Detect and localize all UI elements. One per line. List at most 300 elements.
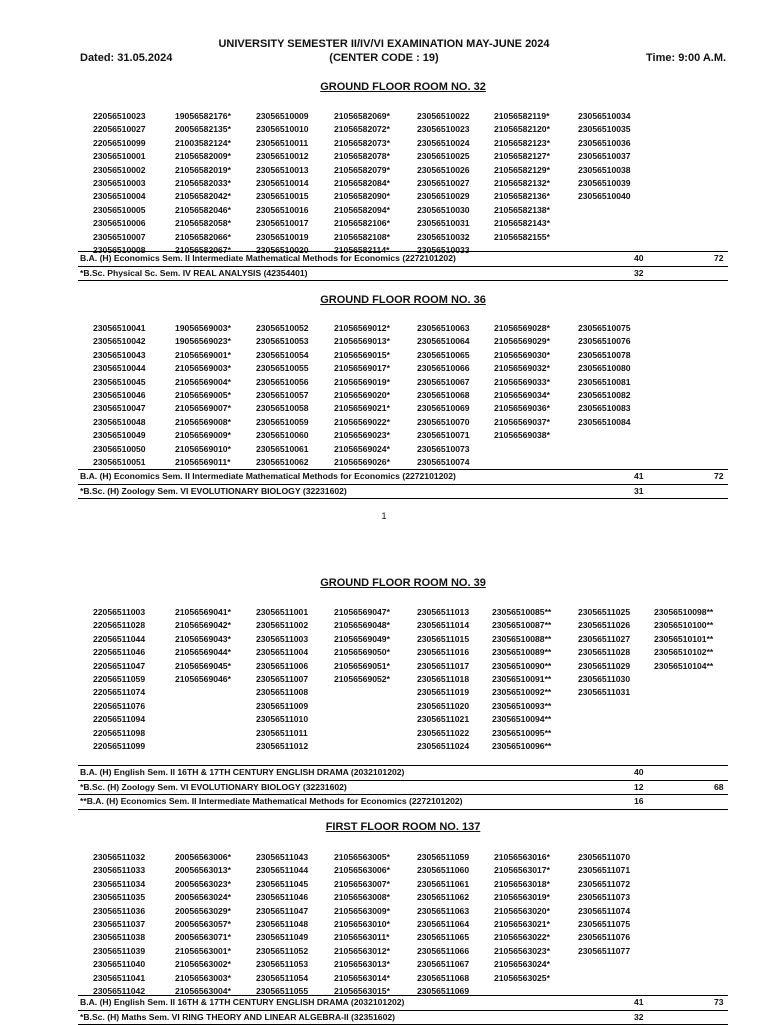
- roll-number: 23056510060: [256, 429, 309, 442]
- roll-number: 23056511011: [256, 727, 308, 740]
- roll-number: 21056563024*: [494, 958, 550, 971]
- room-title: GROUND FLOOR ROOM NO. 32: [0, 81, 768, 93]
- roll-number: 21056569048*: [334, 619, 390, 632]
- roll-number: 21056582108*: [334, 231, 390, 244]
- roll-number: 23056510040: [578, 190, 631, 203]
- roll-number: 23056511041: [93, 972, 145, 985]
- roll-number: 21056582078*: [334, 150, 390, 163]
- roll-number: 23056511018: [417, 673, 469, 686]
- roll-number: 23056510045: [93, 376, 146, 389]
- roll-number: 21056569037*: [494, 416, 550, 429]
- roll-number: 23056510020: [256, 244, 309, 257]
- roll-number: 23056511061: [417, 878, 469, 891]
- roll-number: 21056569004*: [175, 376, 231, 389]
- roll-number: 23056511015: [417, 633, 469, 646]
- roll-number: 21056569038*: [494, 429, 550, 442]
- roll-number: 21056582123*: [494, 137, 550, 150]
- roll-number: 23056510048: [93, 416, 146, 429]
- roll-number: 22056511046: [93, 646, 145, 659]
- roll-number: 23056511035: [93, 891, 145, 904]
- roll-number: 21056563016*: [494, 851, 550, 864]
- summary-row: [78, 469, 728, 484]
- roll-number: 21056563002*: [175, 958, 231, 971]
- summary-row: [78, 765, 728, 780]
- roll-number: 23056510013: [256, 164, 309, 177]
- roll-number: 22056511003: [93, 606, 145, 619]
- roll-number: 20056582135*: [175, 123, 231, 136]
- roll-number: 21056563023*: [494, 945, 550, 958]
- roll-number-column: [494, 851, 550, 985]
- roll-number: 23056510063: [417, 322, 470, 335]
- roll-number: 21056569008*: [175, 416, 231, 429]
- roll-number-column: [417, 606, 469, 753]
- room-title: GROUND FLOOR ROOM NO. 36: [0, 294, 768, 306]
- student-count: 32: [634, 267, 644, 281]
- roll-number: 21056569045*: [175, 660, 231, 673]
- roll-number: 23056510006: [93, 217, 146, 230]
- roll-number: 23056511052: [256, 945, 308, 958]
- roll-number: 20056563024*: [175, 891, 231, 904]
- roll-number: 23056511067: [417, 958, 469, 971]
- roll-number: 21056569009*: [175, 429, 231, 442]
- student-count: 16: [634, 795, 644, 809]
- room-title: GROUND FLOOR ROOM NO. 39: [0, 577, 768, 589]
- roll-number: 23056510052: [256, 322, 309, 335]
- roll-number: 23056511030: [578, 673, 630, 686]
- roll-number: 23056511029: [578, 660, 630, 673]
- roll-number: 21056569020*: [334, 389, 390, 402]
- roll-number: 23056511043: [256, 851, 308, 864]
- roll-number: 20056563057*: [175, 918, 231, 931]
- roll-number-column: [334, 606, 390, 686]
- roll-number: 19056582176*: [175, 110, 231, 123]
- roll-number-column: [256, 606, 308, 753]
- roll-number: 21056582114*: [334, 244, 390, 257]
- roll-number: 23056510070: [417, 416, 470, 429]
- roll-number: 21056582069*: [334, 110, 390, 123]
- roll-number-column: [494, 322, 550, 443]
- roll-number: 23056511048: [256, 918, 308, 931]
- roll-number: 21056563006*: [334, 864, 390, 877]
- roll-number: 22056510099: [93, 137, 146, 150]
- roll-number: 23056510057: [256, 389, 309, 402]
- roll-number: 23056510093**: [492, 700, 551, 713]
- roll-number: 21056582094*: [334, 204, 390, 217]
- roll-number-column: [494, 110, 550, 244]
- roll-number: 23056510081: [578, 376, 631, 389]
- roll-number: 23056511060: [417, 864, 469, 877]
- roll-number: 23056511001: [256, 606, 308, 619]
- roll-number: 23056510102**: [654, 646, 713, 659]
- roll-number: 20056563013*: [175, 864, 231, 877]
- roll-number: 21056582079*: [334, 164, 390, 177]
- roll-number: 21056569024*: [334, 443, 390, 456]
- roll-number: 23056511042: [93, 985, 145, 998]
- roll-number: 23056511053: [256, 958, 308, 971]
- roll-number: 21056569011*: [175, 456, 231, 469]
- room-title: FIRST FLOOR ROOM NO. 137: [0, 821, 768, 833]
- roll-number: 23056510029: [417, 190, 470, 203]
- roll-number: 23056510026: [417, 164, 470, 177]
- roll-number: 21056569052*: [334, 673, 390, 686]
- roll-number: 21056569010*: [175, 443, 231, 456]
- roll-number: 20056563029*: [175, 905, 231, 918]
- roll-number: 21056563009*: [334, 905, 390, 918]
- roll-number: 21056582143*: [494, 217, 550, 230]
- roll-number: 22056511098: [93, 727, 145, 740]
- roll-number: 23056511027: [578, 633, 630, 646]
- roll-number: 22056511044: [93, 633, 145, 646]
- roll-number: 22056511094: [93, 713, 145, 726]
- course-summary: [78, 765, 728, 810]
- roll-number: 19056569003*: [175, 322, 231, 335]
- summary-row: [78, 794, 728, 810]
- roll-number: 21056582019*: [175, 164, 231, 177]
- roll-number: 23056511071: [578, 864, 630, 877]
- roll-number: 21056563012*: [334, 945, 390, 958]
- roll-number: 23056510043: [93, 349, 146, 362]
- roll-number-column: [578, 606, 630, 700]
- roll-number: 23056511024: [417, 740, 469, 753]
- roll-number: 21056563011*: [334, 931, 390, 944]
- summary-row: [78, 251, 728, 266]
- roll-number: 23056510037: [578, 150, 631, 163]
- roll-number: 20056563071*: [175, 931, 231, 944]
- roll-number: 21056569023*: [334, 429, 390, 442]
- roll-number-column: [175, 322, 231, 469]
- roll-number: 23056510051: [93, 456, 146, 469]
- course-name: *B.Sc. (H) Zoology Sem. VI EVOLUTIONARY BIOLOGY (32231602): [80, 485, 347, 499]
- roll-number: 21056569001*: [175, 349, 231, 362]
- roll-number: 21056569046*: [175, 673, 231, 686]
- roll-number: 23056510092**: [492, 686, 551, 699]
- roll-number-column: [417, 322, 470, 469]
- roll-number: 23056511019: [417, 686, 469, 699]
- roll-number: 21056569017*: [334, 362, 390, 375]
- student-count: 41: [634, 470, 644, 484]
- roll-number: 21056569005*: [175, 389, 231, 402]
- roll-number: 23056510024: [417, 137, 470, 150]
- roll-number: 23056511031: [578, 686, 630, 699]
- roll-number: 21056563007*: [334, 878, 390, 891]
- roll-number: 21056569015*: [334, 349, 390, 362]
- roll-number: 23056510015: [256, 190, 309, 203]
- summary-row: [78, 780, 728, 795]
- roll-number: 23056510055: [256, 362, 309, 375]
- roll-number: 23056511036: [93, 905, 145, 918]
- roll-number: 21056563025*: [494, 972, 550, 985]
- roll-number: 21056569022*: [334, 416, 390, 429]
- roll-number: 23056511063: [417, 905, 469, 918]
- roll-number: 23056510011: [256, 137, 309, 150]
- summary-row: [78, 995, 728, 1010]
- roll-number: 21056569030*: [494, 349, 550, 362]
- roll-number: 23056510034: [578, 110, 631, 123]
- roll-number: 20056563023*: [175, 878, 231, 891]
- course-name: B.A. (H) English Sem. II 16TH & 17TH CENTURY ENGLISH DRAMA (2032101202): [80, 766, 404, 780]
- roll-number: 23056511012: [256, 740, 308, 753]
- roll-number: 23056510088**: [492, 633, 551, 646]
- roll-number: 20056563006*: [175, 851, 231, 864]
- student-count: 40: [634, 766, 644, 780]
- exam-title: UNIVERSITY SEMESTER II/IV/VI EXAMINATION MAY-JUNE 2024: [0, 38, 768, 50]
- roll-number-column: [93, 606, 145, 753]
- roll-number: 21056563017*: [494, 864, 550, 877]
- course-name: **B.A. (H) Economics Sem. II Intermediate Mathematical Methods for Economics (2272101202): [80, 795, 463, 809]
- roll-number: 23056511049: [256, 931, 308, 944]
- roll-number: 23056511076: [578, 931, 630, 944]
- student-count: 32: [634, 1011, 644, 1025]
- roll-number: 23056510036: [578, 137, 631, 150]
- roll-number: 23056510080: [578, 362, 631, 375]
- roll-number: 23056510014: [256, 177, 309, 190]
- roll-number: 21056582138*: [494, 204, 550, 217]
- roll-number-column: [256, 851, 308, 998]
- roll-number-column: [256, 110, 309, 257]
- summary-row: [78, 1010, 728, 1025]
- roll-number: 23056510090**: [492, 660, 551, 673]
- roll-number: 23056511025: [578, 606, 630, 619]
- roll-number: 23056511034: [93, 878, 145, 891]
- roll-number: 21056563001*: [175, 945, 231, 958]
- roll-number: 23056510010: [256, 123, 309, 136]
- roll-number: 21056569028*: [494, 322, 550, 335]
- roll-number: 21056582042*: [175, 190, 231, 203]
- roll-number: 23056510071: [417, 429, 470, 442]
- roll-number: 22056511028: [93, 619, 145, 632]
- roll-number: 23056510059: [256, 416, 309, 429]
- roll-number: 21056569032*: [494, 362, 550, 375]
- course-name: B.A. (H) Economics Sem. II Intermediate Mathematical Methods for Economics (2272101202): [80, 470, 456, 484]
- roll-number: 23056511072: [578, 878, 630, 891]
- roll-number: 23056511013: [417, 606, 469, 619]
- course-name: B.A. (H) English Sem. II 16TH & 17TH CENTURY ENGLISH DRAMA (2032101202): [80, 996, 404, 1010]
- roll-number: 23056510087**: [492, 619, 551, 632]
- roll-number: 21056569036*: [494, 402, 550, 415]
- roll-number: 21056582136*: [494, 190, 550, 203]
- roll-number: 23056511054: [256, 972, 308, 985]
- roll-number: 23056511003: [256, 633, 308, 646]
- roll-number: 23056511037: [93, 918, 145, 931]
- room-total: 72: [714, 470, 724, 484]
- roll-number: 23056510064: [417, 335, 470, 348]
- roll-number: 23056510039: [578, 177, 631, 190]
- roll-number: 21056563022*: [494, 931, 550, 944]
- roll-number: 23056511010: [256, 713, 308, 726]
- roll-number: 21056569019*: [334, 376, 390, 389]
- roll-number: 23056511009: [256, 700, 308, 713]
- roll-number: 21056563015*: [334, 985, 390, 998]
- course-name: *B.Sc. (H) Maths Sem. VI RING THEORY AND LINEAR ALGEBRA-II (32351602): [80, 1011, 395, 1025]
- roll-number: 21056569003*: [175, 362, 231, 375]
- roll-number: 21056563020*: [494, 905, 550, 918]
- roll-number: 23056510019: [256, 231, 309, 244]
- roll-number: 21056569049*: [334, 633, 390, 646]
- roll-number: 23056511038: [93, 931, 145, 944]
- roll-number: 19056569023*: [175, 335, 231, 348]
- roll-number: 21056582155*: [494, 231, 550, 244]
- roll-number: 23056510073: [417, 443, 470, 456]
- roll-number: 23056511047: [256, 905, 308, 918]
- roll-number: 21056569029*: [494, 335, 550, 348]
- roll-number: 21056582127*: [494, 150, 550, 163]
- roll-number: 23056510007: [93, 231, 146, 244]
- roll-number: 23056510041: [93, 322, 146, 335]
- roll-number: 23056511014: [417, 619, 469, 632]
- roll-number: 23056511004: [256, 646, 308, 659]
- roll-number: 21056582090*: [334, 190, 390, 203]
- roll-number: 23056510023: [417, 123, 470, 136]
- roll-number: 23056510085**: [492, 606, 551, 619]
- roll-number: 23056510031: [417, 217, 470, 230]
- roll-number: 23056510084: [578, 416, 631, 429]
- roll-number: 23056511008: [256, 686, 308, 699]
- roll-number: 23056511022: [417, 727, 469, 740]
- roll-number: 23056510033: [417, 244, 470, 257]
- roll-number: 21056582046*: [175, 204, 231, 217]
- roll-number: 23056511017: [417, 660, 469, 673]
- course-name: *B.Sc. Physical Sc. Sem. IV REAL ANALYSIS (42354401): [80, 267, 308, 281]
- exam-time: Time: 9:00 A.M.: [646, 52, 726, 64]
- roll-number: 23056511069: [417, 985, 469, 998]
- roll-number: 21056569050*: [334, 646, 390, 659]
- roll-number: 21056569043*: [175, 633, 231, 646]
- roll-number: 21056582132*: [494, 177, 550, 190]
- roll-number: 21056582033*: [175, 177, 231, 190]
- roll-number: 23056510082: [578, 389, 631, 402]
- roll-number: 23056510078: [578, 349, 631, 362]
- roll-number-column: [175, 851, 231, 998]
- roll-number: 22056510027: [93, 123, 146, 136]
- roll-number: 23056511028: [578, 646, 630, 659]
- roll-number: 23056511059: [417, 851, 469, 864]
- roll-number: 21056563004*: [175, 985, 231, 998]
- course-summary: [78, 251, 728, 281]
- roll-number: 23056511055: [256, 985, 308, 998]
- roll-number: 23056510017: [256, 217, 309, 230]
- roll-number: 23056510027: [417, 177, 470, 190]
- roll-number: 21056582066*: [175, 231, 231, 244]
- roll-number: 21056563010*: [334, 918, 390, 931]
- roll-number: 21056569047*: [334, 606, 390, 619]
- roll-number: 23056510076: [578, 335, 631, 348]
- roll-number: 23056511075: [578, 918, 630, 931]
- roll-number: 22056511047: [93, 660, 145, 673]
- roll-number: 21056563021*: [494, 918, 550, 931]
- roll-number: 21056569021*: [334, 402, 390, 415]
- roll-number: 23056510025: [417, 150, 470, 163]
- roll-number: 21056582067*: [175, 244, 231, 257]
- roll-number: 21056582009*: [175, 150, 231, 163]
- roll-number: 23056511073: [578, 891, 630, 904]
- roll-number: 23056510004: [93, 190, 146, 203]
- student-count: 41: [634, 996, 644, 1010]
- room-total: 73: [714, 996, 724, 1010]
- roll-number: 23056510038: [578, 164, 631, 177]
- roll-number: 23056510047: [93, 402, 146, 415]
- roll-number: 21056563003*: [175, 972, 231, 985]
- roll-number: 23056511026: [578, 619, 630, 632]
- roll-number: 23056510083: [578, 402, 631, 415]
- roll-number: 23056510003: [93, 177, 146, 190]
- roll-number: 21056569042*: [175, 619, 231, 632]
- student-count: 12: [634, 781, 644, 795]
- roll-number: 23056510056: [256, 376, 309, 389]
- roll-number: 23056511016: [417, 646, 469, 659]
- roll-number-column: [417, 851, 469, 998]
- roll-number: 23056510008: [93, 244, 146, 257]
- roll-number: 23056510001: [93, 150, 146, 163]
- roll-number: 23056510089**: [492, 646, 551, 659]
- roll-number: 23056510091**: [492, 673, 551, 686]
- roll-number: 23056510012: [256, 150, 309, 163]
- roll-number: 23056510098**: [654, 606, 713, 619]
- roll-number: 23056511021: [417, 713, 469, 726]
- roll-number: 23056510061: [256, 443, 309, 456]
- roll-number: 23056510016: [256, 204, 309, 217]
- center-code: (CENTER CODE : 19): [0, 52, 768, 64]
- course-name: B.A. (H) Economics Sem. II Intermediate Mathematical Methods for Economics (2272101202): [80, 252, 456, 266]
- roll-number: 21056563018*: [494, 878, 550, 891]
- roll-number-column: [175, 110, 231, 257]
- roll-number: 23056510067: [417, 376, 470, 389]
- roll-number: 23056510104**: [654, 660, 713, 673]
- student-count: 40: [634, 252, 644, 266]
- roll-number-column: [93, 851, 145, 998]
- course-summary: [78, 469, 728, 499]
- roll-number-column: [334, 110, 390, 257]
- room-total: 72: [714, 252, 724, 266]
- roll-number: 21056563019*: [494, 891, 550, 904]
- roll-number: 23056510066: [417, 362, 470, 375]
- roll-number: 23056511046: [256, 891, 308, 904]
- roll-number: 21056569041*: [175, 606, 231, 619]
- roll-number-column: [334, 322, 390, 469]
- roll-number: 23056511070: [578, 851, 630, 864]
- roll-number: 23056511066: [417, 945, 469, 958]
- roll-number: 23056511045: [256, 878, 308, 891]
- roll-number: 23056511064: [417, 918, 469, 931]
- summary-row: [78, 484, 728, 500]
- roll-number: 23056510044: [93, 362, 146, 375]
- roll-number: 23056511040: [93, 958, 145, 971]
- roll-number: 23056511039: [93, 945, 145, 958]
- roll-number: 23056510002: [93, 164, 146, 177]
- roll-number: 23056511044: [256, 864, 308, 877]
- roll-number: 23056511032: [93, 851, 145, 864]
- exam-date: Dated: 31.05.2024: [80, 52, 172, 64]
- roll-number-column: [93, 322, 146, 469]
- roll-number: 23056510094**: [492, 713, 551, 726]
- roll-number: 21056582058*: [175, 217, 231, 230]
- roll-number-column: [578, 851, 630, 958]
- roll-number: 23056510050: [93, 443, 146, 456]
- roll-number: 23056510101**: [654, 633, 713, 646]
- roll-number: 23056510042: [93, 335, 146, 348]
- roll-number: 23056510058: [256, 402, 309, 415]
- page-number: 1: [0, 511, 768, 521]
- roll-number: 23056511006: [256, 660, 308, 673]
- roll-number: 23056510075: [578, 322, 631, 335]
- roll-number: 21056569013*: [334, 335, 390, 348]
- roll-number: 21056582084*: [334, 177, 390, 190]
- roll-number: 21056582072*: [334, 123, 390, 136]
- roll-number: 22056510023: [93, 110, 146, 123]
- roll-number: 23056510022: [417, 110, 470, 123]
- roll-number: 23056511020: [417, 700, 469, 713]
- roll-number: 23056510032: [417, 231, 470, 244]
- roll-number: 23056510068: [417, 389, 470, 402]
